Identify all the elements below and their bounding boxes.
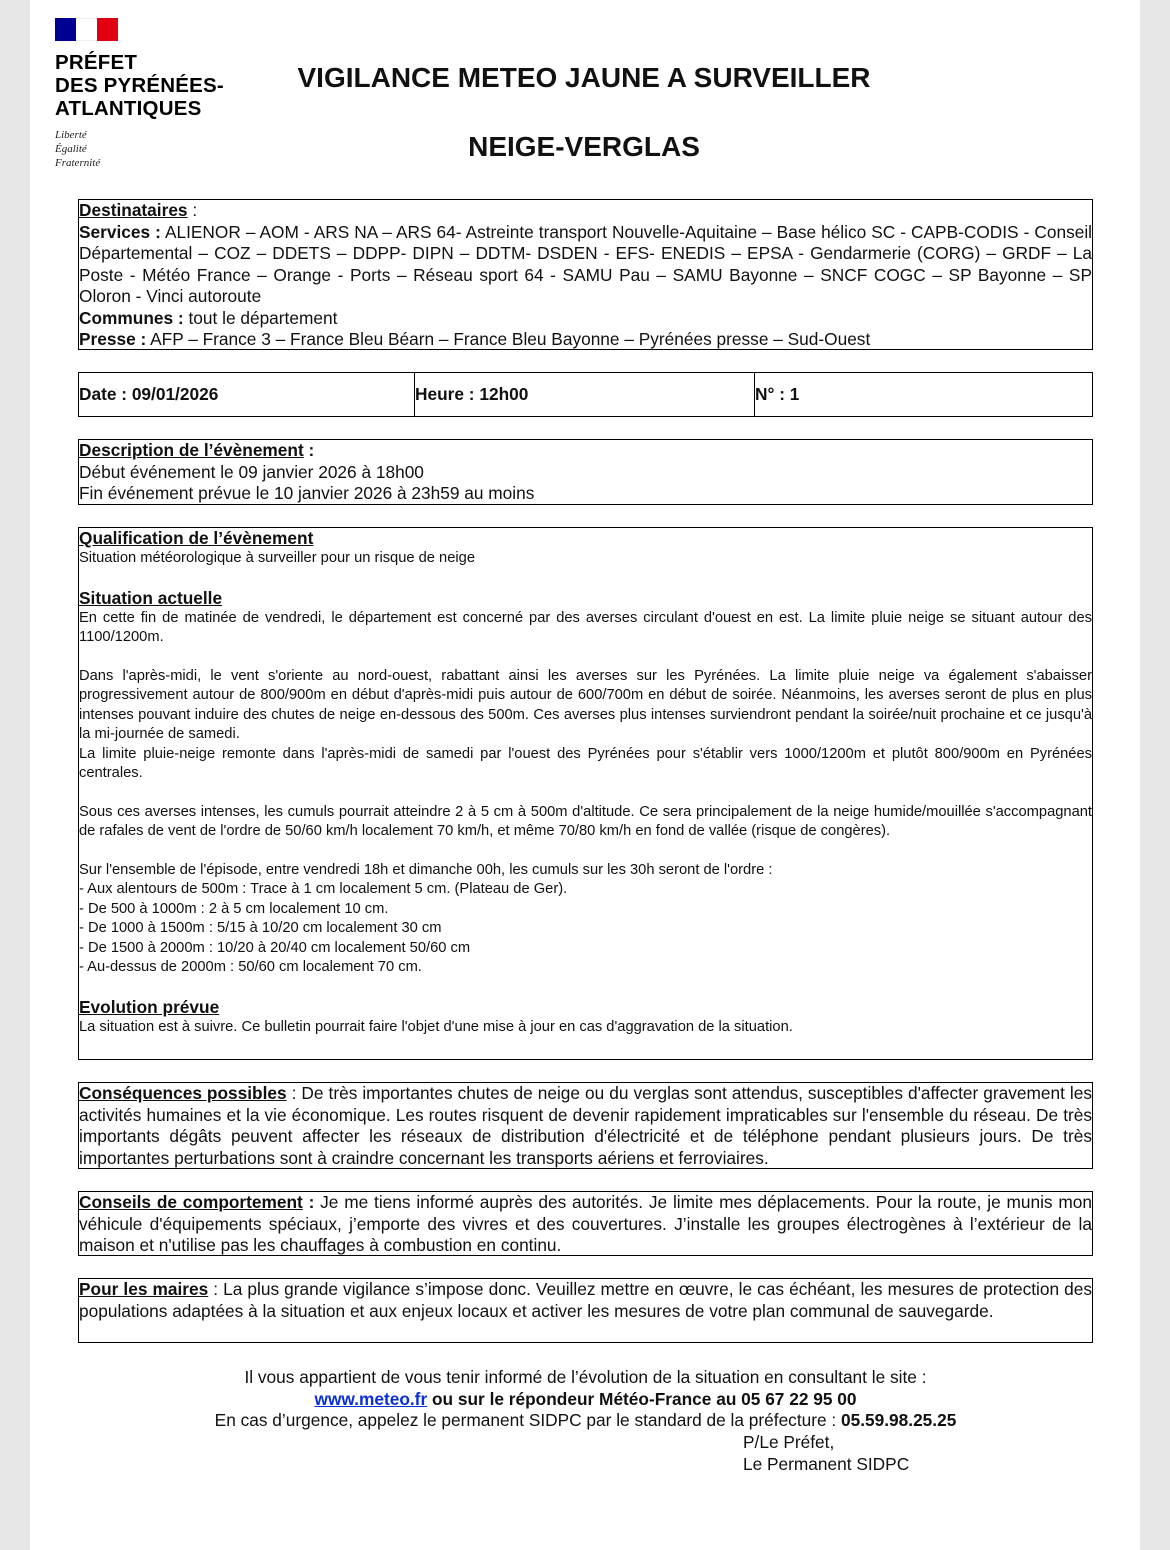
communes-line: Communes : tout le département	[79, 307, 338, 328]
signature: P/Le Préfet, Le Permanent SIDPC	[743, 1432, 910, 1474]
numero-cell: N° : 1	[755, 384, 800, 404]
page-title: VIGILANCE METEO JAUNE A SURVEILLER	[297, 62, 871, 93]
list-item: - De 1500 à 2000m : 10/20 à 20/40 cm localement 50/60 cm	[79, 939, 471, 956]
list-item: - Au-dessus de 2000m : 50/60 cm localement 70 cm.	[79, 959, 422, 976]
document-page	[30, 0, 1140, 1550]
date-cell: Date : 09/01/2026	[79, 373, 415, 416]
heure-cell: Heure : 12h00	[415, 373, 755, 416]
marianne-flag-icon	[55, 18, 118, 41]
list-item: - De 500 à 1000m : 2 à 5 cm localement 10 cm.	[79, 900, 389, 917]
meteo-link[interactable]: www.meteo.fr	[314, 1388, 428, 1409]
devise: Liberté Égalité Fraternité	[55, 129, 101, 169]
prefet-name: PRÉFET DES PYRÉNÉES- ATLANTIQUES	[55, 51, 224, 120]
info-table	[78, 372, 1093, 417]
conseils-box: Conseils de comportement : Je me tiens informé auprès des autorités. Je limite mes déplacements. Pour la route, je munis mon véhicule d'équipements spéciaux, j’emporte des vivres et des couvertures. J’installe les groupes électrogènes à l’extérieur de la maison et n'utilise pas les chauffages à combustion en continu.	[79, 1192, 1092, 1255]
services-paragraph: Services : ALIENOR – AOM - ARS NA – ARS 64- Astreinte transport Nouvelle-Aquitaine – Base hélico SC - CAPB-CODIS - Conseil Départemental – COZ – DDETS – DDPP- DIPN – DDTM- DSDEN - EFS- ENEDIS – EPSA - Gendarmerie (CORG) – GRDF – La Poste - Météo France – Orange - Ports – Réseau sport 64 - SAMU Pau – SAMU Bayonne – SNCF COGC – SP Bayonne – SP Oloron - Vinci autoroute	[79, 221, 1093, 306]
situation-heading: Situation actuelle	[79, 587, 223, 608]
maires-box: Pour les maires : La plus grande vigilance s’impose donc. Veuillez mettre en œuvre, le cas échéant, les mesures de protection des populations adaptées à la situation et aux enjeux locaux et activer les mesures de votre plan communal de sauvegarde.	[78, 1278, 1093, 1343]
description-box: Description de l’évènement : Début événement le 09 janvier 2026 à 18h00 Fin événement prévue le 10 janvier 2026 à 23h59 au moins	[78, 439, 1093, 505]
list-item: - De 1000 à 1500m : 5/15 à 10/20 cm localement 30 cm	[79, 920, 442, 937]
destinataires-box: Destinataires : Services : ALIENOR – AOM - ARS NA – ARS 64- Astreinte transport Nouvelle-Aquitaine – Base hélico SC - CAPB-CODIS - Conseil Départemental – COZ – DDETS – DDPP- DIPN – DDTM- DSDEN - EFS- ENEDIS – EPSA - Gendarmerie (CORG) – GRDF – La Poste - Météo France – Orange - Ports – Réseau sport 64 - SAMU Pau – SAMU Bayonne – SNCF COGC – SP Bayonne – SP Oloron - Vinci autoroute Communes : tout le département Presse : AFP – France 3 – France Bleu Béarn – France Bleu Bayonne – Pyrénées presse – Sud-Ouest	[79, 200, 1093, 349]
consequences-box: Conséquences possibles : De très importantes chutes de neige ou du verglas sont attendus, susceptibles d'affecter gravement les activités humaines et la vie économique. Les routes risquent de devenir rapidement impraticables sur l'ensemble du réseau. De très importants dégâts peuvent affecter les réseaux de distribution d'électricité et de téléphone pendant plusieurs jours. De très importantes perturbations sont à craindre concernant les transports aériens et ferroviaires.	[79, 1083, 1092, 1168]
qualification-heading: Qualification de l’évènement	[79, 528, 314, 548]
phone-number: 05.59.98.25.25	[841, 1410, 957, 1431]
page-subtitle: NEIGE-VERGLAS	[468, 131, 700, 162]
qualification-box: Qualification de l’évènement Situation météorologique à surveiller pour un risque de neige Situation actuelle En cette fin de matinée de vendredi, le département est concerné par des averses circulant d'ouest en est. La limite pluie neige se situant autour des 1100/1200m. Dans l'après-midi, le vent s'oriente au nord-ouest, rabattant ainsi les averses sur les Pyrénées. La limite pluie neige va également s'abaisser progressivement autour de 800/900m en début d'après-midi puis autour de 600/700m en début de soirée. Néanmoins, les averses seront de plus en plus intenses pouvant induire des chutes de neige en-dessous des 500m. Ces averses plus intenses surviendront pendant la soirée/nuit prochaine et ce jusqu'à la mi-journée de samedi. La limite pluie-neige remonte dans l'après-midi de samedi par l'ouest des Pyrénées pour s'établir vers 1000/1200m et plutôt 800/900m en Pyrénées centrales. Sous ces averses intenses, les cumuls pourrait atteindre 2 à 5 cm à 500m d'altitude. Ce sera principalement de la neige humide/mouillée s'accompagnant de rafales de vent de l'ordre de 50/60 km/h localement 70 km/h, et même 70/80 km/h en fond de vallée (risque de congères). Sur l'ensemble de l'épisode, entre vendredi 18h et dimanche 00h, les cumuls sur les 30h seront de l'ordre : - Aux alentours de 500m : Trace à 1 cm localement 5 cm. (Plateau de Ger). - De 500 à 1000m : 2 à 5 cm localement 10 cm. - De 1000 à 1500m : 5/15 à 10/20 cm localement 30 cm - De 1500 à 2000m : 10/20 à 20/40 cm localement 50/60 cm - Au-dessus de 2000m : 50/60 cm localement 70 cm. Evolution prévue La situation est à suivre. Ce bulletin pourrait faire l'objet d'une mise à jour en cas d'aggravation de la situation.	[78, 527, 1093, 1060]
presse-line: Presse : AFP – France 3 – France Bleu Béarn – France Bleu Bayonne – Pyrénées presse – Sud-Ouest	[79, 329, 871, 349]
list-item: - Aux alentours de 500m : Trace à 1 cm localement 5 cm. (Plateau de Ger).	[79, 881, 568, 898]
prefecture-logo	[55, 18, 255, 170]
evolution-heading: Evolution prévue	[79, 996, 220, 1017]
footer: Il vous appartient de vous tenir informé de l’évolution de la situation en consultant le site : www.meteo.fr ou sur le répondeur Météo-France au 05 67 22 95 00 En cas d’urgence, appelez le permanent SIDPC par le standard de la préfecture : 05.59.98.25.25	[214, 1367, 957, 1431]
